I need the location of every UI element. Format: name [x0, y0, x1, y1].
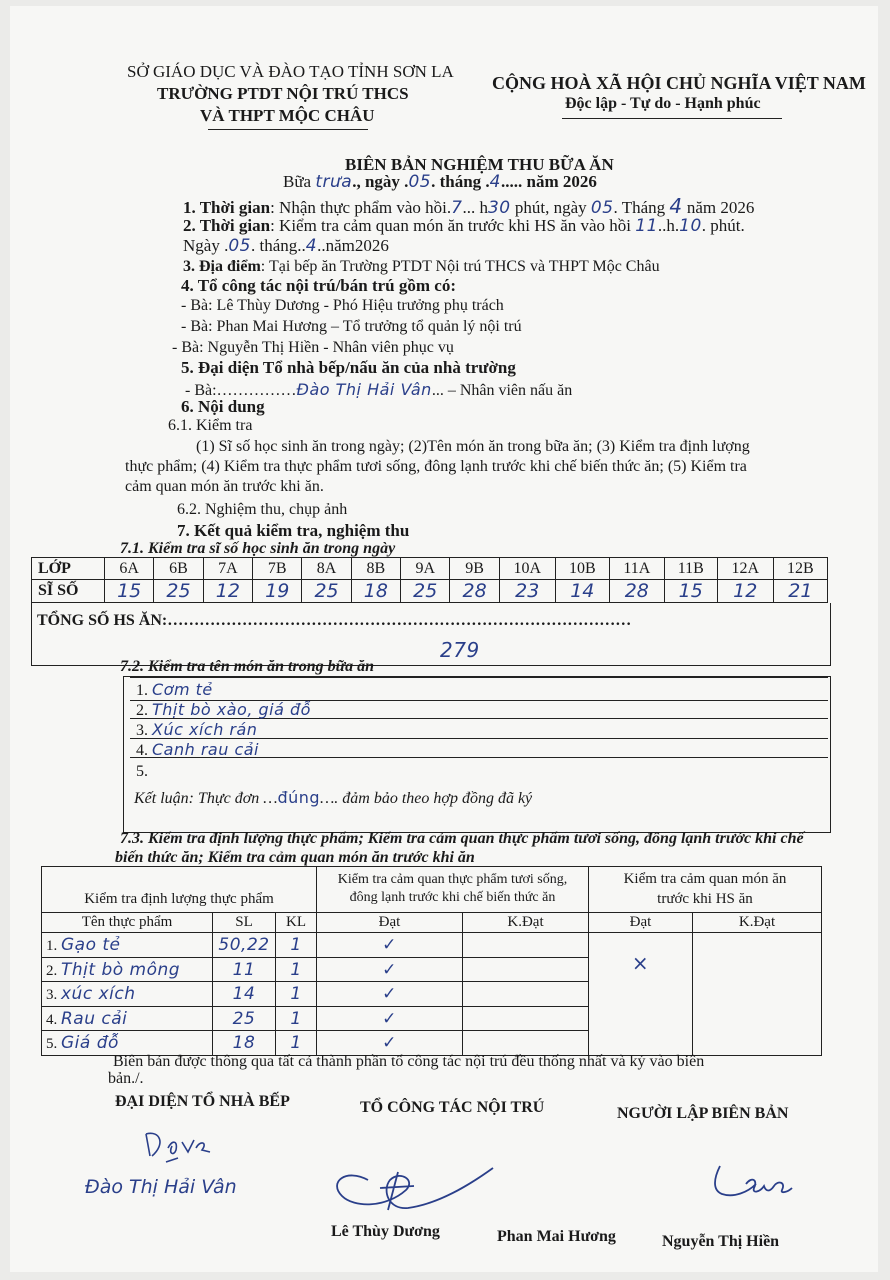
dish-item-4	[136, 740, 259, 760]
day-label: ., ngày .	[352, 172, 409, 191]
class-row-label: LỚP	[32, 558, 105, 580]
recorder-title: NGƯỜI LẬP BIÊN BẢN	[617, 1105, 789, 1122]
check-minute: 10	[679, 216, 702, 236]
dish-number: 1.	[136, 682, 148, 699]
dish-name: Thịt bò xào, giá đỗ	[152, 700, 311, 719]
member-2: - Bà: Phan Mai Hương – Tổ trưởng tổ quản lý nội trú	[181, 318, 522, 335]
sense-header-line2: trước khi HS ăn	[657, 891, 753, 908]
meal-sense-header	[589, 867, 822, 913]
cook-name-handwritten: Đào Thị Hải Vân	[296, 380, 432, 399]
member-3: - Bà: Nguyễn Thị Hiền - Nhân viên phục vụ	[172, 339, 454, 356]
dish-item-5	[136, 761, 148, 781]
table-header-row	[42, 867, 822, 913]
count-cell: 23	[499, 580, 555, 603]
food-kl: 1	[276, 933, 317, 958]
team-member-name-2: Phan Mai Hương	[497, 1228, 616, 1245]
count-cell: 25	[401, 580, 450, 603]
food-name-header: Tên thực phẩm	[42, 912, 213, 932]
fresh-fail-cell	[463, 933, 589, 958]
food-name: Rau cải	[61, 1008, 128, 1029]
section-5-label: 5. Đại diện Tổ nhà bếp/nấu ăn của nhà trường	[181, 358, 516, 377]
fresh-fail-cell	[463, 982, 589, 1007]
header-underline-left	[208, 129, 368, 130]
count-cell: 12	[203, 580, 252, 603]
table-7-3-title-line1: 7.3. Kiểm tra định lượng thực phẩm; Kiểm tra cảm quan thực phẩm tươi sống, đông lạnh trước khi chế	[120, 830, 804, 847]
closing-line-2: bản./.	[108, 1070, 144, 1087]
class-row	[32, 558, 828, 580]
section-3	[183, 258, 660, 276]
food-number: 2.	[46, 962, 58, 979]
class-cell: 11B	[664, 558, 717, 580]
food-name-cell	[42, 982, 213, 1007]
receive-day: 05	[590, 198, 614, 218]
receive-hour: 7	[451, 198, 463, 218]
section-3-label: 3. Địa điểm	[183, 258, 261, 275]
section-7-label: 7. Kết quả kiểm tra, nghiệm thu	[177, 521, 410, 540]
dish-item-1	[136, 680, 213, 700]
section-2-date	[183, 236, 389, 256]
food-kl: 1	[276, 1006, 317, 1031]
check-hour-label: ..h.	[657, 216, 680, 235]
kl-header: KL	[276, 912, 317, 932]
food-name: Gạo tẻ	[61, 935, 121, 956]
team-member-name-1: Lê Thùy Dương	[331, 1223, 440, 1240]
dish-name: Cơm tẻ	[152, 680, 213, 699]
menu-conclusion	[134, 788, 532, 808]
food-name-cell	[42, 1031, 213, 1056]
count-cell: 19	[253, 580, 302, 603]
republic-title: CỘNG HOÀ XÃ HỘI CHỦ NGHĨA VIỆT NAM	[492, 73, 866, 93]
fresh-fail-cell	[463, 1006, 589, 1031]
check-hour: 11	[635, 216, 658, 236]
food-name: Thịt bò mông	[61, 959, 181, 980]
dish-line	[130, 677, 828, 678]
sense-header-line1: Kiểm tra cảm quan món ăn	[623, 871, 787, 888]
total-label: TỔNG SỐ HS ĂN:……………………………………………………………………………	[37, 612, 632, 629]
class-cell: 12B	[773, 558, 827, 580]
conclusion-handwritten: đúng	[277, 788, 321, 807]
content-line-3: cảm quan món ăn trước khi ăn.	[125, 478, 324, 495]
count-cell: 25	[302, 580, 351, 603]
class-cell: 12A	[717, 558, 773, 580]
food-row	[42, 933, 822, 958]
dish-item-2	[136, 700, 311, 720]
class-cell: 8A	[302, 558, 351, 580]
dish-name: Canh rau cải	[152, 740, 259, 759]
year-label: ..... năm 2026	[500, 172, 597, 191]
class-cell: 7B	[253, 558, 302, 580]
class-cell: 11A	[609, 558, 664, 580]
receive-month-label: . Tháng	[613, 198, 666, 217]
count-cell: 14	[555, 580, 609, 603]
meal-value: trưa	[315, 172, 353, 192]
fresh-pass-mark: ✓	[317, 957, 463, 982]
sl-header: SL	[213, 912, 276, 932]
recorder-signature	[708, 1158, 798, 1204]
conclusion-suffix: …. đảm bảo theo hợp đồng đã ký	[320, 790, 533, 807]
table-7-3-title-line2: biến thức ăn; Kiểm tra cảm quan món ăn trước khi ăn	[115, 849, 475, 866]
conclusion-prefix: Kết luận: Thực đơn …	[134, 790, 278, 807]
fresh-header-line1: Kiểm tra cảm quan thực phẩm tươi sống,	[337, 872, 568, 888]
check-day-label: Ngày .	[183, 236, 229, 255]
food-name-cell	[42, 933, 213, 958]
check-month: 4	[305, 236, 318, 256]
count-cell: 28	[450, 580, 499, 603]
fresh-pass-mark: ✓	[317, 933, 463, 958]
food-name-cell	[42, 957, 213, 982]
food-name-cell	[42, 1006, 213, 1031]
fresh-pass-mark: ✓	[317, 1006, 463, 1031]
fresh-fail-cell	[463, 957, 589, 982]
receive-minute: 30	[487, 198, 511, 218]
section-3-text: : Tại bếp ăn Trường PTDT Nội trú THCS và THPT Mộc Châu	[260, 258, 660, 275]
food-kl: 1	[276, 1031, 317, 1056]
hour-label: ... h	[462, 198, 488, 217]
section-1-label: 1. Thời gian	[183, 198, 271, 217]
food-number: 4.	[46, 1011, 58, 1028]
class-cell: 10A	[499, 558, 555, 580]
receive-month: 4	[669, 194, 683, 218]
food-check-table	[41, 866, 822, 1056]
cook-prefix: - Bà:……………	[185, 382, 297, 399]
section-2	[183, 216, 745, 236]
food-number: 1.	[46, 938, 58, 955]
kitchen-rep-name-handwritten: Đào Thị Hải Vân	[85, 1176, 237, 1198]
closing-line-1: Biên bản được thông qua tất cả thành phần tổ công tác nội trú đều thống nhất và ký vào biên	[113, 1053, 705, 1070]
food-sl: 11	[213, 957, 276, 982]
dish-number: 4.	[136, 742, 148, 759]
check-month-label: . tháng..	[250, 236, 306, 255]
food-sl: 14	[213, 982, 276, 1007]
month-value: 4	[489, 172, 501, 192]
meal-date-line	[283, 172, 597, 192]
section-2-label: 2. Thời gian	[183, 216, 271, 235]
fresh-pass-mark: ✓	[317, 1031, 463, 1056]
section-4-label: 4. Tổ công tác nội trú/bán trú gồm có:	[181, 276, 456, 295]
header-underline-right	[562, 118, 782, 119]
food-sl: 25	[213, 1006, 276, 1031]
recorder-name: Nguyễn Thị Hiền	[662, 1233, 780, 1250]
count-cell: 18	[351, 580, 400, 603]
dish-name: Xúc xích rán	[152, 720, 258, 739]
school-name-line1: TRƯỜNG PTDT NỘI TRÚ THCS	[157, 84, 409, 103]
content-line-1: (1) Sĩ số học sinh ăn trong ngày; (2)Tên món ăn trong bữa ăn; (3) Kiểm tra định lượng	[196, 438, 750, 455]
class-cell: 8B	[351, 558, 400, 580]
check-minute-label: . phút.	[701, 216, 745, 235]
section-1-text: : Nhận thực phẩm vào hồi.	[270, 198, 452, 217]
table-7-2-title: 7.2. Kiểm tra tên món ăn trong bữa ăn	[120, 658, 375, 675]
fresh-fail-cell	[463, 1031, 589, 1056]
meal-label: Bữa	[283, 172, 312, 191]
class-cell: 9A	[401, 558, 450, 580]
food-sl: 18	[213, 1031, 276, 1056]
count-cell: 12	[717, 580, 773, 603]
team-signature	[328, 1150, 498, 1220]
count-cell: 21	[773, 580, 827, 603]
national-motto: Độc lập - Tự do - Hạnh phúc	[565, 95, 761, 112]
food-number: 3.	[46, 987, 58, 1004]
fresh-food-header	[317, 867, 589, 913]
class-cell: 10B	[555, 558, 609, 580]
food-sl: 50,22	[213, 933, 276, 958]
section-2-text: : Kiểm tra cảm quan món ăn trước khi HS ăn vào hồi	[270, 216, 632, 235]
dish-number: 3.	[136, 722, 148, 739]
month-label: . tháng .	[431, 172, 490, 191]
sense-fail-cell	[693, 933, 822, 1056]
cook-role: ... – Nhân viên nấu ăn	[431, 382, 573, 399]
food-name: xúc xích	[61, 984, 136, 1005]
day-value: 05	[408, 172, 432, 192]
subsection-6-1: 6.1. Kiểm tra	[168, 417, 253, 434]
check-day: 05	[228, 236, 251, 256]
school-name-line2: VÀ THPT MỘC CHÂU	[200, 106, 375, 125]
receive-year: năm 2026	[686, 198, 755, 217]
fresh-fail-header: K.Đạt	[463, 912, 589, 932]
class-cell: 7A	[203, 558, 252, 580]
kitchen-signature	[138, 1122, 218, 1166]
count-row-label: SĨ SỐ	[32, 580, 105, 603]
section-1	[183, 194, 754, 218]
check-year: ..năm2026	[317, 236, 389, 255]
sense-pass-header: Đạt	[589, 912, 693, 932]
document-title: BIÊN BẢN NGHIỆM THU BỮA ĂN	[345, 155, 614, 174]
class-cell: 9B	[450, 558, 499, 580]
boarding-team-title: TỔ CÔNG TÁC NỘI TRÚ	[360, 1099, 545, 1116]
fresh-pass-header: Đạt	[317, 912, 463, 932]
food-name: Giá đỗ	[61, 1033, 119, 1054]
dish-number: 2.	[136, 702, 148, 719]
fresh-header-line2: đông lạnh trước khi chế biến thức ăn	[349, 890, 556, 906]
food-kl: 1	[276, 982, 317, 1007]
minute-label: phút, ngày	[510, 198, 587, 217]
count-cell: 28	[609, 580, 664, 603]
content-line-2: thực phẩm; (4) Kiểm tra thực phẩm tươi sống, đông lạnh trước khi chế biến thức ăn; (5) Kiểm tra	[125, 458, 747, 475]
section-6-label: 6. Nội dung	[181, 397, 265, 416]
sense-fail-header: K.Đạt	[693, 912, 822, 932]
class-cell: 6B	[154, 558, 203, 580]
dish-item-3	[136, 720, 257, 740]
table-7-1-title: 7.1. Kiểm tra sĩ số học sinh ăn trong ngày	[120, 540, 396, 557]
sub-header-row	[42, 912, 822, 932]
food-number: 5.	[46, 1036, 58, 1053]
count-cell: 25	[154, 580, 203, 603]
sense-pass-mark: ×	[589, 933, 693, 1056]
department-name: SỞ GIÁO DỤC VÀ ĐÀO TẠO TỈNH SƠN LA	[127, 62, 454, 81]
food-kl: 1	[276, 957, 317, 982]
total-students: 279	[440, 638, 480, 662]
count-cell: 15	[105, 580, 154, 603]
count-row	[32, 580, 828, 603]
count-cell: 15	[664, 580, 717, 603]
member-1: - Bà: Lê Thùy Dương - Phó Hiệu trưởng phụ trách	[181, 297, 504, 314]
dish-number: 5.	[136, 763, 148, 780]
class-cell: 6A	[105, 558, 154, 580]
kitchen-rep-title: ĐẠI DIỆN TỔ NHÀ BẾP	[115, 1093, 290, 1110]
subsection-6-2: 6.2. Nghiệm thu, chụp ảnh	[177, 501, 348, 518]
quantity-header: Kiểm tra định lượng thực phẩm	[42, 867, 317, 913]
class-attendance-table	[31, 557, 828, 603]
fresh-pass-mark: ✓	[317, 982, 463, 1007]
